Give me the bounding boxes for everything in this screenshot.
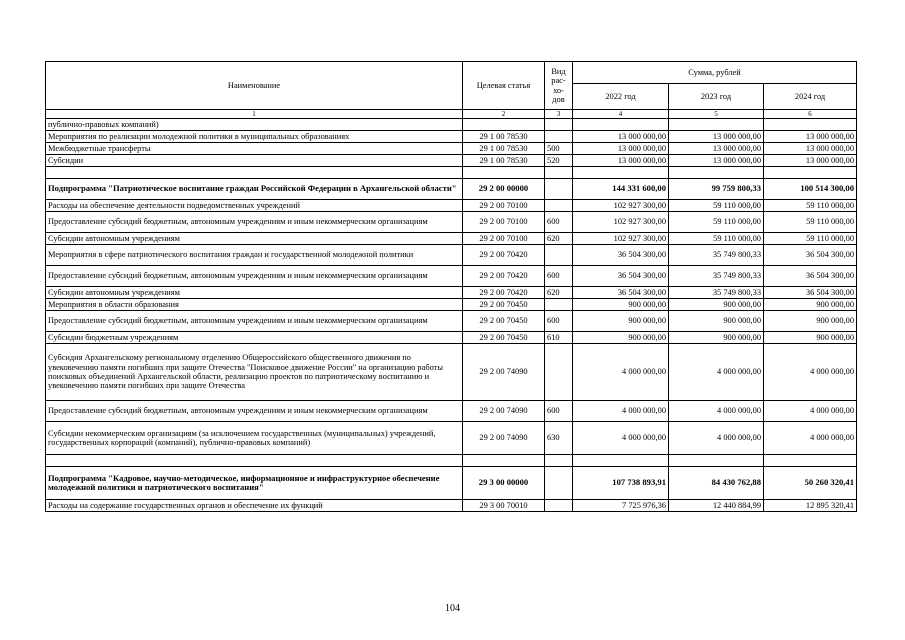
row-name: Предоставление субсидий бюджетным, автономным учреждениям и иным некоммерческим организациям [46, 401, 463, 422]
row-name: Мероприятия в области образования [46, 299, 463, 311]
row-2024: 900 000,00 [764, 311, 857, 332]
subprogram-row [46, 467, 857, 500]
row-code: 29 2 00 70450 [463, 332, 545, 344]
row-2022: 144 331 600,00 [573, 179, 669, 200]
row-name: Субсидии бюджетным учреждениям [46, 332, 463, 344]
row-2022 [573, 119, 669, 131]
row-code: 29 1 00 78530 [463, 155, 545, 167]
row-2024: 13 000 000,00 [764, 143, 857, 155]
row-name: Субсидии автономным учреждениям [46, 233, 463, 245]
row-2024: 13 000 000,00 [764, 131, 857, 143]
table-row [46, 119, 857, 131]
row-name: Предоставление субсидий бюджетным, автономным учреждениям и иным некоммерческим организациям [46, 311, 463, 332]
row-2023: 4 000 000,00 [669, 344, 764, 401]
row-name: Подпрограмма "Патриотическое воспитание граждан Российской Федерации в Архангельской области" [46, 179, 463, 200]
empty-cell [545, 455, 573, 467]
row-2022: 36 504 300,00 [573, 245, 669, 266]
row-2024: 900 000,00 [764, 299, 857, 311]
row-type [545, 344, 573, 401]
row-name: Подпрограмма "Кадровое, научно-методическое, информационное и инфраструктурное обеспечение молодежной политики и патриотического воспитания" [46, 467, 463, 500]
row-2023: 84 430 762,88 [669, 467, 764, 500]
row-code: 29 2 00 70100 [463, 200, 545, 212]
header-name: Наименование [46, 62, 463, 110]
table-row [46, 500, 857, 512]
row-2024: 900 000,00 [764, 332, 857, 344]
row-code: 29 1 00 78530 [463, 131, 545, 143]
row-name: Предоставление субсидий бюджетным, автономным учреждениям и иным некоммерческим организациям [46, 212, 463, 233]
table-row [46, 332, 857, 344]
row-2022: 900 000,00 [573, 311, 669, 332]
row-2024: 4 000 000,00 [764, 422, 857, 455]
row-2024: 13 000 000,00 [764, 155, 857, 167]
row-name: публично-правовых компаний) [46, 119, 463, 131]
row-2024: 36 504 300,00 [764, 266, 857, 287]
row-2022: 102 927 300,00 [573, 233, 669, 245]
column-index: 6 [764, 110, 857, 119]
row-2022: 36 504 300,00 [573, 287, 669, 299]
row-2023: 900 000,00 [669, 299, 764, 311]
row-2023: 900 000,00 [669, 332, 764, 344]
column-index: 5 [669, 110, 764, 119]
spacer-row [46, 455, 857, 467]
row-type [545, 179, 573, 200]
empty-cell [669, 455, 764, 467]
header-year-2023: 2023 год [669, 84, 764, 110]
row-type: 600 [545, 266, 573, 287]
row-2024: 4 000 000,00 [764, 344, 857, 401]
empty-cell [764, 455, 857, 467]
empty-cell [573, 455, 669, 467]
row-name: Субсидии [46, 155, 463, 167]
empty-cell [545, 167, 573, 179]
column-index-row [46, 110, 857, 119]
header-expense-type: Вид рас-хо-дов [545, 62, 573, 110]
row-2024: 36 504 300,00 [764, 287, 857, 299]
table-row [46, 287, 857, 299]
row-2023: 35 749 800,33 [669, 245, 764, 266]
row-2022: 107 738 893,91 [573, 467, 669, 500]
table-row [46, 311, 857, 332]
row-name: Межбюджетные трансферты [46, 143, 463, 155]
row-code: 29 2 00 70420 [463, 245, 545, 266]
row-name: Расходы на обеспечение деятельности подведомственных учреждений [46, 200, 463, 212]
row-code: 29 2 00 70100 [463, 233, 545, 245]
empty-cell [764, 167, 857, 179]
row-type [545, 500, 573, 512]
table-row [46, 401, 857, 422]
row-2024: 59 110 000,00 [764, 200, 857, 212]
table-row [46, 266, 857, 287]
table-row [46, 299, 857, 311]
row-code: 29 2 00 74090 [463, 422, 545, 455]
table-row [46, 143, 857, 155]
row-2023: 4 000 000,00 [669, 422, 764, 455]
column-index: 2 [463, 110, 545, 119]
row-code: 29 2 00 74090 [463, 401, 545, 422]
empty-cell [463, 167, 545, 179]
subprogram-row [46, 179, 857, 200]
empty-cell [669, 167, 764, 179]
spacer-row [46, 167, 857, 179]
row-2023: 99 759 800,33 [669, 179, 764, 200]
row-2024: 59 110 000,00 [764, 233, 857, 245]
row-2023: 59 110 000,00 [669, 212, 764, 233]
row-2023: 13 000 000,00 [669, 143, 764, 155]
row-code: 29 1 00 78530 [463, 143, 545, 155]
row-2023: 59 110 000,00 [669, 233, 764, 245]
row-code: 29 3 00 00000 [463, 467, 545, 500]
row-type [545, 200, 573, 212]
table-row [46, 422, 857, 455]
row-type: 520 [545, 155, 573, 167]
row-type [545, 245, 573, 266]
row-2022: 102 927 300,00 [573, 212, 669, 233]
row-type: 630 [545, 422, 573, 455]
row-2024: 59 110 000,00 [764, 212, 857, 233]
row-2022: 13 000 000,00 [573, 143, 669, 155]
row-type [545, 131, 573, 143]
row-type [545, 467, 573, 500]
row-2022: 900 000,00 [573, 299, 669, 311]
row-code: 29 2 00 00000 [463, 179, 545, 200]
row-type: 600 [545, 401, 573, 422]
row-2024 [764, 119, 857, 131]
table-row [46, 344, 857, 401]
row-type: 600 [545, 311, 573, 332]
empty-cell [463, 455, 545, 467]
row-2023 [669, 119, 764, 131]
row-2023: 59 110 000,00 [669, 200, 764, 212]
table-row [46, 233, 857, 245]
row-code: 29 2 00 70450 [463, 299, 545, 311]
column-index: 1 [46, 110, 463, 119]
column-index: 4 [573, 110, 669, 119]
row-type [545, 119, 573, 131]
empty-cell [46, 455, 463, 467]
row-code: 29 2 00 74090 [463, 344, 545, 401]
row-name: Субсидии автономным учреждениям [46, 287, 463, 299]
row-2022: 13 000 000,00 [573, 155, 669, 167]
header-year-2024: 2024 год [764, 84, 857, 110]
budget-table [45, 61, 857, 512]
table-row [46, 200, 857, 212]
row-type: 620 [545, 287, 573, 299]
table-row [46, 131, 857, 143]
row-code [463, 119, 545, 131]
row-2022: 36 504 300,00 [573, 266, 669, 287]
empty-cell [46, 167, 463, 179]
table-row [46, 212, 857, 233]
row-2024: 36 504 300,00 [764, 245, 857, 266]
row-2022: 7 725 976,36 [573, 500, 669, 512]
header-year-2022: 2022 год [573, 84, 669, 110]
table-row [46, 245, 857, 266]
row-name: Расходы на содержание государственных органов и обеспечение их функций [46, 500, 463, 512]
row-name: Субсидия Архангельскому региональному отделению Общероссийского общественного движения по увековечению памяти погибших при защите Отечества "Поисковое движение России" на организацию работы поисковых объединений Архангельской области, реализацию проектов по патриотическому воспитанию и увековечению памяти погибших при защите Отечества [46, 344, 463, 401]
row-2022: 4 000 000,00 [573, 344, 669, 401]
row-2023: 13 000 000,00 [669, 155, 764, 167]
header-target-article: Целевая статья [463, 62, 545, 110]
row-2023: 35 749 800,33 [669, 287, 764, 299]
row-type: 600 [545, 212, 573, 233]
row-name: Мероприятия по реализации молодежной политики в муниципальных образованиях [46, 131, 463, 143]
row-2023: 13 000 000,00 [669, 131, 764, 143]
row-2023: 12 440 884,99 [669, 500, 764, 512]
row-2024: 50 260 320,41 [764, 467, 857, 500]
row-2024: 100 514 300,00 [764, 179, 857, 200]
row-type: 620 [545, 233, 573, 245]
row-code: 29 2 00 70450 [463, 311, 545, 332]
row-2022: 102 927 300,00 [573, 200, 669, 212]
row-2023: 35 749 800,33 [669, 266, 764, 287]
row-code: 29 2 00 70420 [463, 287, 545, 299]
empty-cell [573, 167, 669, 179]
header-amount: Сумма, рублей [573, 62, 857, 84]
table-row [46, 155, 857, 167]
row-2023: 4 000 000,00 [669, 401, 764, 422]
row-2022: 4 000 000,00 [573, 401, 669, 422]
row-name: Предоставление субсидий бюджетным, автономным учреждениям и иным некоммерческим организациям [46, 266, 463, 287]
row-2022: 13 000 000,00 [573, 131, 669, 143]
row-type: 500 [545, 143, 573, 155]
row-2023: 900 000,00 [669, 311, 764, 332]
row-code: 29 2 00 70420 [463, 266, 545, 287]
row-name: Субсидии некоммерческим организациям (за исключением государственных (муниципальных) учреждений, государственных корпораций (компаний), публично-правовых компаний) [46, 422, 463, 455]
row-2022: 900 000,00 [573, 332, 669, 344]
row-name: Мероприятия в сфере патриотического воспитания граждан и государственной молодежной политики [46, 245, 463, 266]
row-2024: 12 895 320,41 [764, 500, 857, 512]
row-2024: 4 000 000,00 [764, 401, 857, 422]
row-code: 29 3 00 70010 [463, 500, 545, 512]
row-code: 29 2 00 70100 [463, 212, 545, 233]
row-type [545, 299, 573, 311]
column-index: 3 [545, 110, 573, 119]
row-2022: 4 000 000,00 [573, 422, 669, 455]
row-type: 610 [545, 332, 573, 344]
page-number: 104 [445, 603, 460, 614]
